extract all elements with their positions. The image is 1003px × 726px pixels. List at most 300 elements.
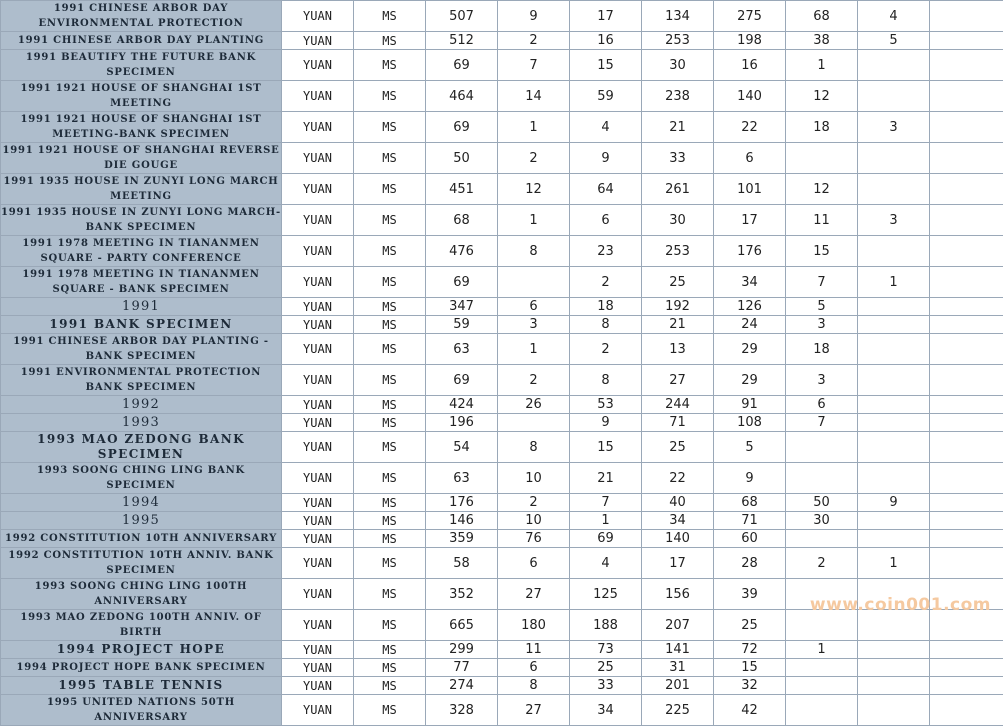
count-cell-6 [858, 432, 930, 463]
count-cell-5: 1 [786, 641, 858, 659]
count-cell-4: 198 [714, 32, 786, 50]
name-cell: 1991 CHINESE ARBOR DAY ENVIRONMENTAL PROTECTION [1, 1, 282, 32]
count-cell-6 [858, 463, 930, 494]
count-cell-6 [858, 316, 930, 334]
count-cell-3: 21 [642, 316, 714, 334]
grade-cell: MS [354, 610, 426, 641]
count-cell-4: 16 [714, 50, 786, 81]
count-cell-4: 29 [714, 365, 786, 396]
total-cell: 69 [426, 50, 498, 81]
currency-cell: YUAN [282, 677, 354, 695]
grade-cell: MS [354, 267, 426, 298]
count-cell-2: 15 [570, 432, 642, 463]
grade-cell: MS [354, 334, 426, 365]
count-cell-5: 7 [786, 267, 858, 298]
grade-cell: MS [354, 236, 426, 267]
total-cell: 299 [426, 641, 498, 659]
currency-cell: YUAN [282, 205, 354, 236]
count-cell-5 [786, 463, 858, 494]
count-cell-7 [930, 695, 1003, 726]
currency-cell: YUAN [282, 236, 354, 267]
count-cell-3: 34 [642, 512, 714, 530]
count-cell-3: 71 [642, 414, 714, 432]
table-row [1, 205, 1003, 236]
count-cell-7 [930, 1, 1003, 32]
count-cell-2: 34 [570, 695, 642, 726]
grade-cell: MS [354, 677, 426, 695]
count-cell-1: 8 [498, 677, 570, 695]
count-cell-7 [930, 659, 1003, 677]
count-cell-6 [858, 334, 930, 365]
table-row [1, 316, 1003, 334]
count-cell-3: 253 [642, 236, 714, 267]
count-cell-1: 27 [498, 695, 570, 726]
table-row [1, 365, 1003, 396]
count-cell-2: 8 [570, 365, 642, 396]
grade-cell: MS [354, 365, 426, 396]
name-cell: 1991 ENVIRONMENTAL PROTECTION BANK SPECIMEN [1, 365, 282, 396]
count-cell-7 [930, 463, 1003, 494]
count-cell-4: 71 [714, 512, 786, 530]
currency-cell: YUAN [282, 316, 354, 334]
count-cell-1: 1 [498, 112, 570, 143]
count-cell-2: 9 [570, 143, 642, 174]
count-cell-7 [930, 267, 1003, 298]
total-cell: 68 [426, 205, 498, 236]
total-cell: 476 [426, 236, 498, 267]
name-cell: 1993 SOONG CHING LING BANK SPECIMEN [1, 463, 282, 494]
count-cell-7 [930, 81, 1003, 112]
count-cell-5: 18 [786, 112, 858, 143]
count-cell-7 [930, 316, 1003, 334]
table-row [1, 695, 1003, 726]
count-cell-1: 14 [498, 81, 570, 112]
name-cell: 1992 CONSTITUTION 10TH ANNIV. BANK SPECIMEN [1, 548, 282, 579]
currency-cell: YUAN [282, 695, 354, 726]
table-row [1, 112, 1003, 143]
total-cell: 347 [426, 298, 498, 316]
total-cell: 464 [426, 81, 498, 112]
count-cell-7 [930, 365, 1003, 396]
name-cell: 1991 1935 HOUSE IN ZUNYI LONG MARCH MEETING [1, 174, 282, 205]
table-row [1, 530, 1003, 548]
count-cell-5: 30 [786, 512, 858, 530]
name-cell: 1994 PROJECT HOPE [1, 641, 282, 659]
currency-cell: YUAN [282, 267, 354, 298]
total-cell: 507 [426, 1, 498, 32]
total-cell: 424 [426, 396, 498, 414]
total-cell: 451 [426, 174, 498, 205]
count-cell-2: 25 [570, 659, 642, 677]
currency-cell: YUAN [282, 81, 354, 112]
count-cell-6 [858, 695, 930, 726]
count-cell-2: 2 [570, 267, 642, 298]
count-cell-1: 2 [498, 32, 570, 50]
count-cell-6 [858, 143, 930, 174]
name-cell: 1991 1921 HOUSE OF SHANGHAI REVERSE DIE GOUGE [1, 143, 282, 174]
grade-cell: MS [354, 32, 426, 50]
count-cell-2: 16 [570, 32, 642, 50]
grade-cell: MS [354, 112, 426, 143]
count-cell-2: 6 [570, 205, 642, 236]
count-cell-1: 8 [498, 236, 570, 267]
count-cell-2: 21 [570, 463, 642, 494]
count-cell-3: 33 [642, 143, 714, 174]
table-row [1, 414, 1003, 432]
count-cell-4: 68 [714, 494, 786, 512]
count-cell-2: 7 [570, 494, 642, 512]
count-cell-1: 6 [498, 548, 570, 579]
count-cell-1 [498, 414, 570, 432]
count-cell-4: 60 [714, 530, 786, 548]
total-cell: 59 [426, 316, 498, 334]
count-cell-2: 73 [570, 641, 642, 659]
count-cell-6 [858, 50, 930, 81]
count-cell-1: 2 [498, 494, 570, 512]
total-cell: 77 [426, 659, 498, 677]
count-cell-6 [858, 236, 930, 267]
table-row [1, 50, 1003, 81]
count-cell-6 [858, 659, 930, 677]
currency-cell: YUAN [282, 298, 354, 316]
count-cell-1: 6 [498, 298, 570, 316]
total-cell: 63 [426, 463, 498, 494]
count-cell-4: 108 [714, 414, 786, 432]
total-cell: 63 [426, 334, 498, 365]
table-row [1, 432, 1003, 463]
total-cell: 146 [426, 512, 498, 530]
count-cell-3: 27 [642, 365, 714, 396]
grade-cell: MS [354, 512, 426, 530]
table-row [1, 396, 1003, 414]
grade-cell: MS [354, 316, 426, 334]
name-cell: 1991 CHINESE ARBOR DAY PLANTING [1, 32, 282, 50]
name-cell: 1993 SOONG CHING LING 100TH ANNIVERSARY [1, 579, 282, 610]
name-cell: 1993 [1, 414, 282, 432]
currency-cell: YUAN [282, 579, 354, 610]
grade-cell: MS [354, 695, 426, 726]
count-cell-7 [930, 112, 1003, 143]
count-cell-7 [930, 530, 1003, 548]
count-cell-2: 15 [570, 50, 642, 81]
count-cell-2: 69 [570, 530, 642, 548]
count-cell-7 [930, 512, 1003, 530]
count-cell-7 [930, 32, 1003, 50]
count-cell-4: 275 [714, 1, 786, 32]
name-cell: 1991 1921 HOUSE OF SHANGHAI 1ST MEETING-BANK SPECIMEN [1, 112, 282, 143]
count-cell-2: 64 [570, 174, 642, 205]
name-cell: 1991 1978 MEETING IN TIANANMEN SQUARE - PARTY CONFERENCE [1, 236, 282, 267]
count-cell-4: 17 [714, 205, 786, 236]
count-cell-3: 21 [642, 112, 714, 143]
name-cell: 1995 UNITED NATIONS 50TH ANNIVERSARY [1, 695, 282, 726]
grade-cell: MS [354, 81, 426, 112]
count-cell-3: 140 [642, 530, 714, 548]
count-cell-2: 188 [570, 610, 642, 641]
count-cell-5: 1 [786, 50, 858, 81]
count-cell-1: 1 [498, 205, 570, 236]
count-cell-1: 12 [498, 174, 570, 205]
count-cell-4: 9 [714, 463, 786, 494]
name-cell: 1994 PROJECT HOPE BANK SPECIMEN [1, 659, 282, 677]
currency-cell: YUAN [282, 414, 354, 432]
table-row [1, 641, 1003, 659]
count-cell-4: 34 [714, 267, 786, 298]
count-cell-7 [930, 414, 1003, 432]
currency-cell: YUAN [282, 1, 354, 32]
count-cell-3: 30 [642, 50, 714, 81]
count-cell-1: 6 [498, 659, 570, 677]
count-cell-3: 156 [642, 579, 714, 610]
count-cell-5 [786, 530, 858, 548]
count-cell-6 [858, 396, 930, 414]
total-cell: 328 [426, 695, 498, 726]
count-cell-5 [786, 659, 858, 677]
grade-cell: MS [354, 432, 426, 463]
grade-cell: MS [354, 548, 426, 579]
count-cell-6: 5 [858, 32, 930, 50]
table-row [1, 494, 1003, 512]
total-cell: 69 [426, 267, 498, 298]
table-row [1, 512, 1003, 530]
count-cell-6 [858, 512, 930, 530]
count-cell-3: 17 [642, 548, 714, 579]
currency-cell: YUAN [282, 432, 354, 463]
count-cell-5: 3 [786, 365, 858, 396]
total-cell: 274 [426, 677, 498, 695]
currency-cell: YUAN [282, 530, 354, 548]
total-cell: 50 [426, 143, 498, 174]
name-cell: 1991 1921 HOUSE OF SHANGHAI 1ST MEETING [1, 81, 282, 112]
name-cell: 1991 BEAUTIFY THE FUTURE BANK SPECIMEN [1, 50, 282, 81]
grade-cell: MS [354, 174, 426, 205]
count-cell-1: 10 [498, 463, 570, 494]
grade-cell: MS [354, 659, 426, 677]
grade-cell: MS [354, 530, 426, 548]
count-cell-3: 30 [642, 205, 714, 236]
count-cell-3: 207 [642, 610, 714, 641]
count-cell-7 [930, 298, 1003, 316]
count-cell-6 [858, 81, 930, 112]
name-cell: 1991 [1, 298, 282, 316]
count-cell-2: 53 [570, 396, 642, 414]
count-cell-2: 2 [570, 334, 642, 365]
count-cell-2: 1 [570, 512, 642, 530]
count-cell-5: 50 [786, 494, 858, 512]
count-cell-6 [858, 298, 930, 316]
grade-cell: MS [354, 1, 426, 32]
count-cell-7 [930, 641, 1003, 659]
count-cell-2: 23 [570, 236, 642, 267]
count-cell-4: 176 [714, 236, 786, 267]
count-cell-4: 39 [714, 579, 786, 610]
table-row [1, 1, 1003, 32]
count-cell-1: 8 [498, 432, 570, 463]
count-cell-7 [930, 494, 1003, 512]
count-cell-4: 126 [714, 298, 786, 316]
count-cell-6: 3 [858, 112, 930, 143]
count-cell-3: 244 [642, 396, 714, 414]
grade-cell: MS [354, 298, 426, 316]
count-cell-7 [930, 396, 1003, 414]
count-cell-4: 6 [714, 143, 786, 174]
count-cell-5: 6 [786, 396, 858, 414]
count-cell-1: 2 [498, 143, 570, 174]
name-cell: 1991 CHINESE ARBOR DAY PLANTING - BANK SPECIMEN [1, 334, 282, 365]
count-cell-4: 24 [714, 316, 786, 334]
count-cell-1: 9 [498, 1, 570, 32]
count-cell-5 [786, 677, 858, 695]
total-cell: 512 [426, 32, 498, 50]
count-cell-1: 2 [498, 365, 570, 396]
count-cell-2: 4 [570, 548, 642, 579]
count-cell-1: 11 [498, 641, 570, 659]
count-cell-3: 261 [642, 174, 714, 205]
table-row [1, 548, 1003, 579]
count-cell-1: 76 [498, 530, 570, 548]
count-cell-4: 5 [714, 432, 786, 463]
total-cell: 665 [426, 610, 498, 641]
count-cell-3: 22 [642, 463, 714, 494]
currency-cell: YUAN [282, 396, 354, 414]
count-cell-6: 3 [858, 205, 930, 236]
count-cell-4: 42 [714, 695, 786, 726]
total-cell: 54 [426, 432, 498, 463]
currency-cell: YUAN [282, 610, 354, 641]
name-cell: 1991 BANK SPECIMEN [1, 316, 282, 334]
count-cell-4: 29 [714, 334, 786, 365]
count-cell-5 [786, 432, 858, 463]
count-cell-5: 38 [786, 32, 858, 50]
name-cell: 1993 MAO ZEDONG 100TH ANNIV. OF BIRTH [1, 610, 282, 641]
count-cell-6: 1 [858, 267, 930, 298]
table-row [1, 463, 1003, 494]
name-cell: 1993 MAO ZEDONG BANK SPECIMEN [1, 432, 282, 463]
count-cell-7 [930, 548, 1003, 579]
count-cell-5: 18 [786, 334, 858, 365]
currency-cell: YUAN [282, 641, 354, 659]
table-row [1, 677, 1003, 695]
count-cell-2: 59 [570, 81, 642, 112]
count-cell-4: 140 [714, 81, 786, 112]
grade-cell: MS [354, 463, 426, 494]
count-cell-3: 13 [642, 334, 714, 365]
count-cell-2: 4 [570, 112, 642, 143]
name-cell: 1994 [1, 494, 282, 512]
count-cell-5: 12 [786, 174, 858, 205]
count-cell-3: 40 [642, 494, 714, 512]
name-cell: 1991 1978 MEETING IN TIANANMEN SQUARE - BANK SPECIMEN [1, 267, 282, 298]
table-row [1, 267, 1003, 298]
count-cell-5: 11 [786, 205, 858, 236]
count-cell-6: 4 [858, 1, 930, 32]
count-cell-6 [858, 365, 930, 396]
currency-cell: YUAN [282, 365, 354, 396]
count-cell-4: 25 [714, 610, 786, 641]
count-cell-6: 1 [858, 548, 930, 579]
table-row [1, 236, 1003, 267]
grade-cell: MS [354, 414, 426, 432]
table-row [1, 334, 1003, 365]
count-cell-6: 9 [858, 494, 930, 512]
count-cell-6 [858, 414, 930, 432]
count-cell-4: 32 [714, 677, 786, 695]
count-cell-1: 1 [498, 334, 570, 365]
table-row [1, 32, 1003, 50]
count-cell-6 [858, 174, 930, 205]
table-row [1, 81, 1003, 112]
count-cell-6 [858, 530, 930, 548]
count-cell-1: 26 [498, 396, 570, 414]
count-cell-3: 253 [642, 32, 714, 50]
count-cell-3: 25 [642, 432, 714, 463]
watermark: www.coin001.com [810, 595, 991, 615]
count-cell-5: 7 [786, 414, 858, 432]
table-row [1, 298, 1003, 316]
grade-cell: MS [354, 494, 426, 512]
count-cell-3: 238 [642, 81, 714, 112]
count-cell-5: 15 [786, 236, 858, 267]
count-cell-1: 3 [498, 316, 570, 334]
currency-cell: YUAN [282, 512, 354, 530]
grade-cell: MS [354, 143, 426, 174]
currency-cell: YUAN [282, 334, 354, 365]
count-cell-4: 72 [714, 641, 786, 659]
count-cell-5 [786, 695, 858, 726]
grade-cell: MS [354, 579, 426, 610]
count-cell-7 [930, 174, 1003, 205]
count-cell-5: 3 [786, 316, 858, 334]
count-cell-2: 9 [570, 414, 642, 432]
count-cell-3: 192 [642, 298, 714, 316]
currency-cell: YUAN [282, 50, 354, 81]
table-row [1, 659, 1003, 677]
name-cell: 1995 [1, 512, 282, 530]
count-cell-3: 141 [642, 641, 714, 659]
count-cell-2: 18 [570, 298, 642, 316]
count-cell-7 [930, 677, 1003, 695]
count-cell-6 [858, 641, 930, 659]
count-cell-1: 7 [498, 50, 570, 81]
name-cell: 1995 TABLE TENNIS [1, 677, 282, 695]
count-cell-2: 17 [570, 1, 642, 32]
total-cell: 352 [426, 579, 498, 610]
count-cell-4: 22 [714, 112, 786, 143]
count-cell-2: 125 [570, 579, 642, 610]
count-cell-7 [930, 205, 1003, 236]
total-cell: 196 [426, 414, 498, 432]
count-cell-6 [858, 677, 930, 695]
table-row [1, 143, 1003, 174]
count-cell-5: 68 [786, 1, 858, 32]
name-cell: 1991 1935 HOUSE IN ZUNYI LONG MARCH-BANK SPECIMEN [1, 205, 282, 236]
grade-cell: MS [354, 641, 426, 659]
count-cell-4: 91 [714, 396, 786, 414]
total-cell: 176 [426, 494, 498, 512]
table-row [1, 174, 1003, 205]
count-cell-5: 12 [786, 81, 858, 112]
count-cell-3: 25 [642, 267, 714, 298]
name-cell: 1992 CONSTITUTION 10TH ANNIVERSARY [1, 530, 282, 548]
currency-cell: YUAN [282, 112, 354, 143]
count-cell-3: 31 [642, 659, 714, 677]
count-cell-1 [498, 267, 570, 298]
count-cell-7 [930, 143, 1003, 174]
total-cell: 69 [426, 112, 498, 143]
count-cell-4: 28 [714, 548, 786, 579]
grade-cell: MS [354, 205, 426, 236]
grade-cell: MS [354, 50, 426, 81]
